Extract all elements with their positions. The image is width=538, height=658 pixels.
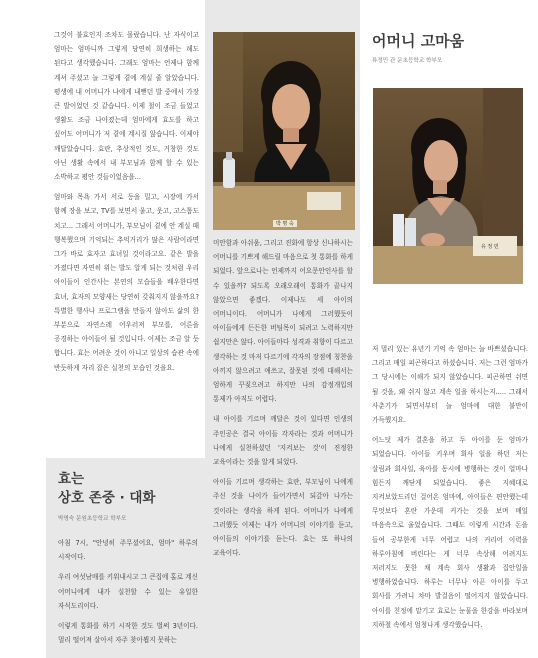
photo-caption: 유 정 민 bbox=[481, 244, 499, 250]
column3-body bbox=[372, 342, 528, 638]
paragraph: 저 멀리 있는 유년기 기억 속 엄마는 늘 바쁘셨습니다. 그리고 매일 피곤하다고 하셨습니다. 저는 그런 엄마가 그 당시에는 이해가 되지 않았습니다. 피곤하면 쉬면 될 것을, 왜 쉬지 않고 계속 일을 하시는지..... 그래서 사춘기가 되면서부터 늘 엄마에 대한 불만이 가득했지요. bbox=[372, 345, 528, 425]
column1-body bbox=[54, 28, 199, 381]
author-byline: 박명숙 문원초등학교 학부모 bbox=[58, 516, 127, 522]
paragraph: 미안함과 아쉬움, 그리고 진화에 항상 신나하시는 어머니를 기쁘게 해드릴 마음으로 첫 통화를 하게 되었다. 앞으로나는 언제까지 어요문안인사를 할 수 있을까? 되도록 오래오래이 통화가 끝나지 않았으면 좋겠다. 이제나도 세 아이의 어머니이다. 어머니가 나에게 그러했듯이 아이들에게 든든한 버팀목이 되려고 노력하지만 쉽지만은 않다. 아이들마다 성격과 취향이 다르고 생각하는 것 마저 다르기에 각자의 장점에 칭찬을 아끼지 않으려고 애쓰고, 잘못된 것에 대해서는 엄하게 꾸짖으려고 하지만 나의 감정개입의 통제가 아직도 어렵다. bbox=[213, 239, 353, 404]
paragraph: 엄마와 목욕 가서 서로 등을 밀고, 시장에 가서 함께 장을 보고, TV를 보면서 울고, 웃고, 고스톱도 치고... 그래서 어머니가, 부모님이 곁에 안 계실 때 행복했으며 기억되는 추억거리가 많은 사람이라면 그가 바로 효자고 효녀일 것이라고요. 같은 발을 가졌다면 자연히 위는 발도 알게 되는 것처럼 우리 아이들이 인간사는 본연의 모습들을 배우한다면 효녀, 효자의 모양새는 당연히 갖춰지지 않을까요? 특별한 행사나 프로그램을 만들지 않아도 삶의 한 부분으로 자연스레 어우러져 부모를, 어른을 공경하는 아이들이 될 것입니다. 이제는 조금 알 듯 합니다. 효는 어려운 것이 아니고 일상의 습관 속에 반듯하게 자리 잡은 실천의 모습인 것을요. bbox=[54, 193, 199, 372]
left-column bbox=[0, 0, 205, 658]
article-section-respect bbox=[46, 458, 205, 658]
paragraph: 이렇게 통화를 하기 시작한 것도 벌써 3년이다. 멀리 떨어져 살아서 자주 찾아뵙지 못하는 bbox=[58, 622, 198, 645]
section-title-line2: 상호 존중 · 대화 bbox=[58, 490, 156, 506]
column2-body bbox=[213, 236, 353, 566]
section-title bbox=[58, 470, 155, 508]
middle-column bbox=[205, 0, 360, 658]
photo-caption: 박 명 숙 bbox=[273, 220, 297, 227]
section-title-line1: 효는 bbox=[58, 471, 85, 487]
portrait-photo-yoo bbox=[373, 88, 523, 284]
paragraph: 그것이 불효인지 조차도 몰랐습니다. 난 자식이고 엄마는 엄마니까 그렇게 당연히 희생하는 해도 된다고 생각했습니다. 그래도 엄마는 언제나 함께 계셔 주셨고 늘 그렇게 곁에 계실 줄 알았습니다. 평생에 내 어머니가 나에게 내뻗던 발 중에서 가장 큰 발이었던 것 같습니다. 이제 철이 조금 들었고 생활도 조금 나아졌는데 엄마에게 효도를 하고 싶어도 어머니가 저 곁에 계시질 않습니다. 이제야 깨달았습니다. 효란, 추상적인 것도, 거창한 것도 아닌 생활 속에서 내 부모님과 함께 할 수 있는 소박하고 평안 것들이었음을... bbox=[54, 31, 199, 182]
paragraph: 아침 7시, "안녕히 주무셨어요, 엄마" 하루의 시작이다. bbox=[58, 539, 198, 562]
author-byline: 류정민 관 문초등학교 학부모 bbox=[372, 58, 443, 64]
article-title: 어머니 고마움 bbox=[372, 32, 465, 50]
right-column bbox=[360, 0, 538, 658]
paragraph: 어느덧 제가 결혼을 하고 두 아이를 둔 엄마가 되었습니다. 아이들 키우며 회사 일을 하던 저는 살림과 회사일, 육아를 동시에 병행하는 것이 얼마나 힘든지 깨닫게 되었습니다. 좋은 지혜대로 지켜보았드리던 걸어온 엄마에, 아이들은 편안했는데 무엇보다 혼란 가운데 커가는 것을 보며 매일 마음속으로 울었습니다. 그때도 이렇게 시간과 돈을 들여 공부한게 너무 어렵고 나의 커리어 이력을 하루아침에 버린다는 게 너무 속상해 어려지도 저러지도 못한 채 계속 회사 생활과 집안일을 병행하였습니다. 하루는 너무나 아픈 아이를 두고 회사를 가려니 차마 발걸음이 떨어지지 않았습니다. 아이를 친정에 맡기고 효로는 눈물을 한강을 바라보며 지하철 속에서 엄청나게 생각했습니다. bbox=[372, 436, 528, 629]
paragraph: 아이들 기르며 생각하는 효란, 부모님이 나에게 주신 것을 나이가 들어가면서 되갚아 나가는 것이라는 생각을 하게 된다. 어머니가 나에게 그러했듯 이제는 내가 어머니의 이야기를 듣고, 아이들의 이야기를 듣는다. 효는 또 하나의 교육이다. bbox=[213, 478, 353, 558]
portrait-photo-park bbox=[213, 32, 355, 230]
section-body bbox=[58, 536, 198, 653]
paragraph: 우리 여섯남매를 키워내시고 그 큰집에 홀로 계신 어머니에게 내가 실천할 수 있는 유일한 자식도리이다. bbox=[58, 573, 198, 610]
paragraph: 내 아이를 기르며 깨달은 것이 있다면 인생의 주인공은 결국 아이들 각자라는 것과 어머니가 나에게 실천하셨던 '지켜보는 것'이 진정한 교육이라는 것을 알게 되었다. bbox=[213, 415, 353, 467]
